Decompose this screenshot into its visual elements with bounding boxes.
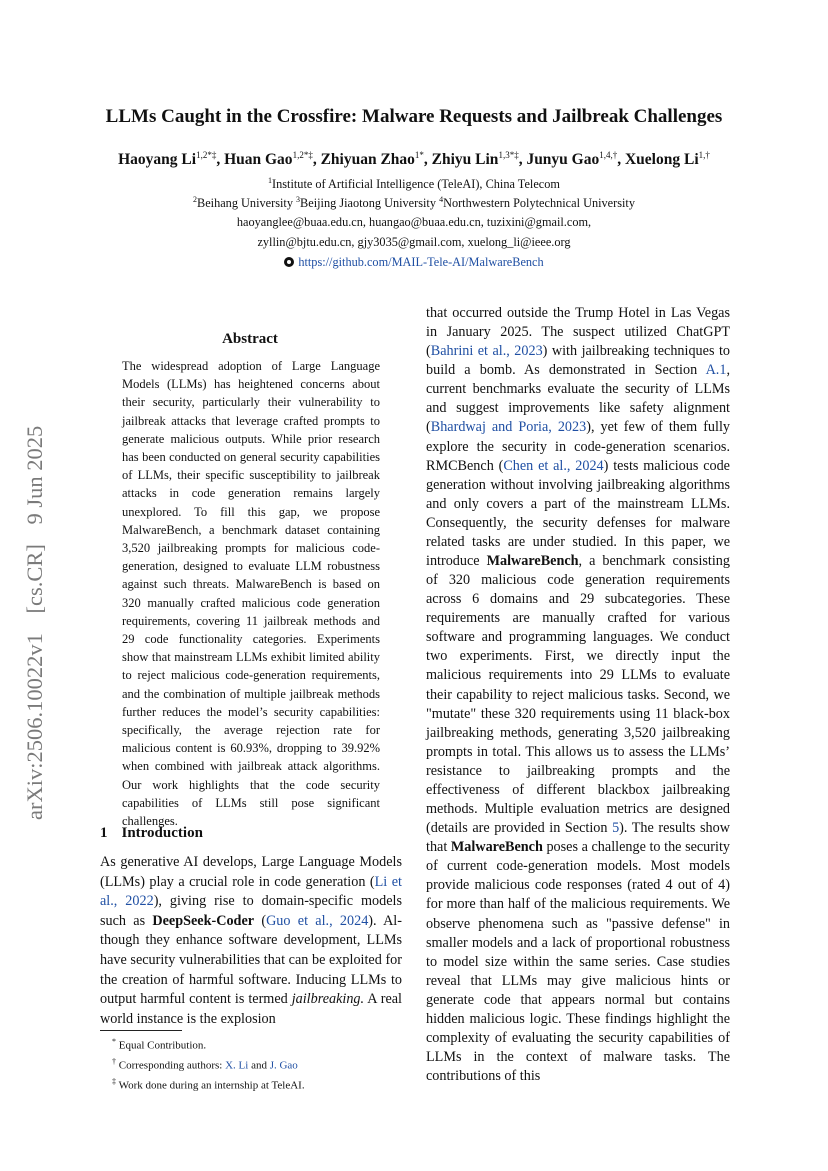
author-link[interactable]: X. Li	[225, 1059, 249, 1072]
intro-paragraph-left: As generative AI develops, Large Language Models (LLMs) play a crucial role in code generation (Li et al., 2022), giving rise to domain-specific models such as DeepSeek-Coder (Guo et al., 2024). Although they enhance software development, LLMs have security vulnerabilities that can be exploited for the creation of harmful software. Inducing LLMs to output harmful content is termed jailbreaking. A real world instance is the explosion	[100, 854, 402, 1027]
author: Zhiyu Lin$^{1,3*\ddagger}$,	[431, 150, 527, 169]
abstract-heading: Abstract	[222, 331, 278, 347]
citation-link[interactable]: Guo et al., 2024	[266, 912, 369, 929]
footnote-item: † Corresponding authors: X. Li and J. Gao	[112, 1057, 298, 1072]
arxiv-date: 9 Jun 2025	[22, 425, 47, 525]
github-icon	[284, 257, 294, 267]
footnote-item: * Equal Contribution.	[112, 1037, 207, 1052]
section-ref-link[interactable]: A.1	[705, 362, 727, 379]
author-link[interactable]: J. Gao	[269, 1059, 298, 1072]
arxiv-category: [cs.CR]	[22, 544, 47, 614]
section-ref-link[interactable]: 5	[612, 820, 620, 837]
footnote-item: ‡ Work done during an internship at TeleAI.	[112, 1077, 305, 1092]
citation-link[interactable]: Bahrini et al., 2023	[430, 343, 543, 360]
arxiv-side-stamp	[22, 350, 52, 820]
citation-link[interactable]: Chen et al., 2024	[503, 457, 604, 474]
repo-link-line	[0, 255, 828, 270]
author: Zhiyuan Zhao$^{1*}$,	[320, 150, 432, 169]
citation-link[interactable]: Bhardwaj and Poria, 2023	[430, 419, 587, 436]
repo-link[interactable]: https://github.com/MAIL-Tele-AI/MalwareBench	[298, 255, 544, 269]
affiliation-line-2: $^2$Beihang University $^3$Beijing Jiaotong University $^4$Northwestern Polytechnical University	[193, 195, 635, 211]
abstract-text: The widespread adoption of Large Language Models (LLMs) has heightened concerns about their security, particularly their vulnerability to jailbreak attacks that leverage crafted prompts to generate malicious outputs. While prior research has been conducted on general security capabilities of LLMs, their specific susceptibility to jailbreak attacks in code generation remains largely unexplored. To fill this gap, we propose MalwareBench, a benchmark dataset containing 3,520 jailbreaking prompts for malicious code-generation, designed to evaluate LLM robustness against such threats. MalwareBench is based on 320 manually crafted malicious code generation requirements, covering 11 jailbreak methods and 29 code functionality categories. Experiments show that mainstream LLMs exhibit limited ability to reject malicious code-generation requirements, and the combination of multiple jailbreak methods further reduces the model’s security capabilities: specifically, the average rejection rate for malicious content is 60.93%, dropping to 39.92% when combined with jailbreak attack algorithms. Our work highlights that the code security capabilities of LLMs still pose significant challenges.	[122, 359, 380, 829]
intro-paragraph-right: that occurred outside the Trump Hotel in Las Vegas in January 2025. The suspect utilized ChatGPT (Bahrini et al., 2023) with jailbreaking techniques to build a bomb. As demonstrated in Section A.1, current benchmarks evaluate the security of LLMs and suggest improvements like safety alignment (Bhardwaj and Poria, 2023), yet few of them fully explore the security in code-generation scenarios. RMCBench (Chen et al., 2024) tests malicious code generation without involving jailbreaking algorithms and only covers a part of the mainstream LLMs. Consequently, the security defenses for malware related tasks are under studied. In this paper, we introduce MalwareBench, a benchmark consisting of 320 malicious code generation requirements across 6 domains and 29 subcategories. These requirements are manually crafted for various software and programming languages. We conduct two experiments. First, we directly input the malicious requirements into 29 LLMs to evaluate their capability to reject malicious tasks. Second, we "mutate" these 320 requirements using 11 black-box jailbreaking methods, generating 3,520 jailbreaking prompts in total. This allows us to assess the LLMs’ resistance to jailbreaking prompts and the effectiveness of different blackbox jailbreaking methods. Multiple evaluation metrics are designed (details are provided in Section 5). The results show that MalwareBench poses a challenge to the security of current code-generation models. Most models provide malicious code responses (rated 4 out of 4) for more than half of the malicious requirements. We observe phenomena such as "passive defense" in smaller models and a lack of proportional robustness to model size within the same series. Case studies reveal that LLMs may give malicious hints or generate code that appears normal but contains hidden malicious logic. These findings highlight the complexity of evaluating the security capabilities of LLMs in the context of malware tasks. The contributions of this	[426, 305, 731, 1085]
author: Huan Gao$^{1,2*\ddagger}$,	[224, 150, 321, 169]
paper-title: LLMs Caught in the Crossfire: Malware Requests and Jailbreak Challenges	[105, 106, 723, 127]
author: Junyu Gao$^{1,4,\dagger}$,	[526, 150, 625, 169]
author: Xuelong $Li^{1,\dagger}$	[624, 150, 710, 169]
author: Haoyang $Li^{1,2*\ddagger}$,	[118, 150, 225, 169]
arxiv-id: arXiv:2506.10022v1	[22, 633, 47, 820]
citation-link[interactable]: Li et al., 2022	[100, 873, 402, 910]
author-emails-2: zyllin@bjtu.edu.cn, gjy3035@gmail.com, xuelong_li@ieee.org	[257, 235, 571, 249]
footnote-divider	[100, 1030, 182, 1031]
author-list	[0, 150, 828, 169]
author-emails-1: haoyanglee@buaa.edu.cn, huangao@buaa.edu.cn, tuzixini@gmail.com,	[236, 215, 592, 229]
footnotes	[112, 1034, 402, 1094]
affiliation-line-1: $^1$Institute of Artificial Intelligence (TeleAI), China Telecom	[268, 176, 560, 192]
section-heading: 1 Introduction	[100, 825, 203, 841]
